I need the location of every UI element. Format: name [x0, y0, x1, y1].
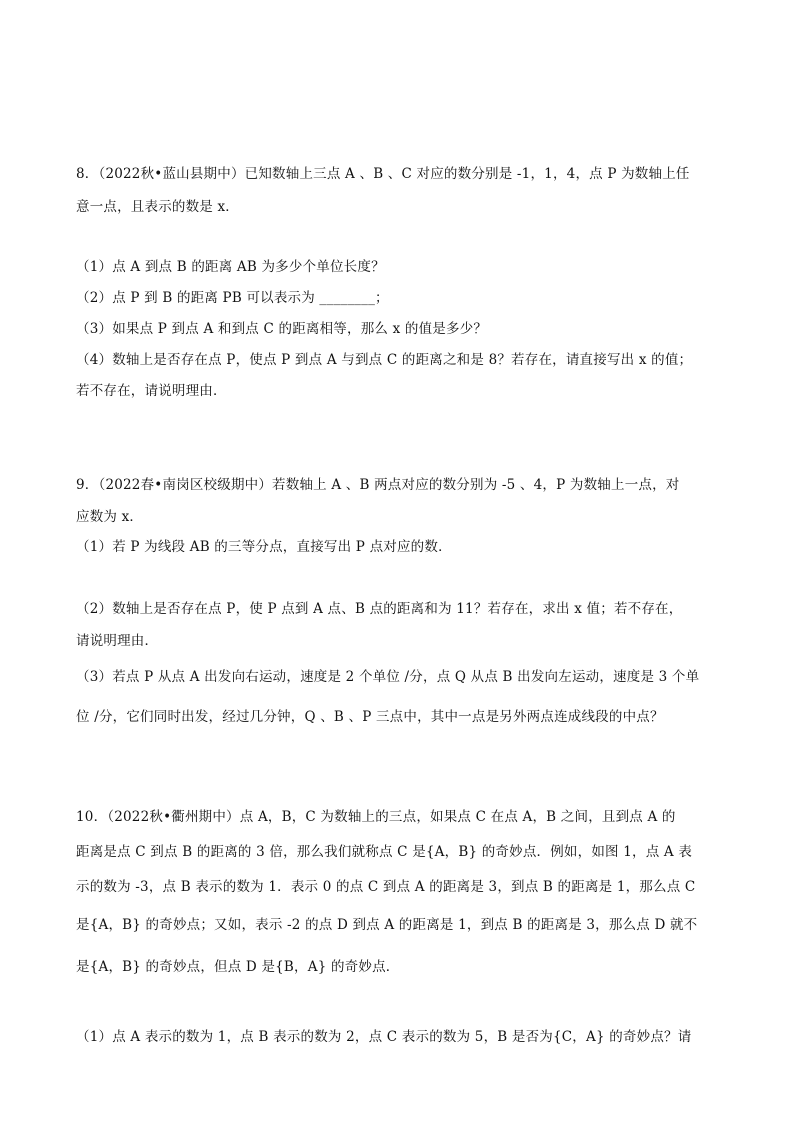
q10-stem-line-3: 示的数为 -3，点 B 表示的数为 1．表示 0 的点 C 到点 A 的距离是 3，到点 B 的距离是 1，那么点 C: [76, 879, 696, 895]
q9-part-2-line-1: （2）数轴上是否存在点 P，使 P 点到 A 点、B 点的距离和为 11？若存在，求出 x 值；若不存在，: [76, 601, 683, 617]
q9-part-3-line-1: （3）若点 P 从点 A 出发向右运动，速度是 2 个单位 /分，点 Q 从点 B 出发向左运动，速度是 3 个单: [76, 669, 700, 685]
q10-stem-line-5: 是{A，B} 的奇妙点，但点 D 是{B，A} 的奇妙点．: [76, 959, 400, 975]
q9-part-3-line-2: 位 /分，它们同时出发，经过几分钟，Q 、B 、P 三点中，其中一点是另外两点连成线段的中点？: [76, 709, 664, 725]
q8-stem-line-1: 8．（2022秋•蓝山县期中）已知数轴上三点 A 、B 、C 对应的数分别是 -1，1，4，点 P 为数轴上任: [76, 166, 690, 182]
q8-part-4-line-2: 若不存在，请说明理由．: [76, 383, 227, 399]
q9-stem-line-2: 应数为 x．: [76, 509, 144, 525]
q9-part-1: （1）若 P 为线段 AB 的三等分点，直接写出 P 点对应的数．: [76, 539, 452, 555]
q10-stem-line-1: 10．（2022秋•衢州期中）点 A，B，C 为数轴上的三点，如果点 C 在点 A，B 之间，且到点 A 的: [76, 809, 676, 825]
q8-part-3: （3）如果点 P 到点 A 和到点 C 的距离相等，那么 x 的值是多少？: [76, 321, 488, 337]
q8-part-1: （1）点 A 到点 B 的距离 AB 为多少个单位长度？: [76, 259, 385, 275]
q8-part-4-line-1: （4）数轴上是否存在点 P，使点 P 到点 A 与到点 C 的距离之和是 8？若存在，请直接写出 x 的值；: [76, 352, 693, 368]
q8-part-2: （2）点 P 到 B 的距离 PB 可以表示为 ________；: [76, 290, 389, 306]
q9-stem-line-1: 9．（2022春•南岗区校级期中）若数轴上 A 、B 两点对应的数分别为 -5 、4，P 为数轴上一点，对: [76, 477, 680, 493]
q10-stem-line-2: 距离是点 C 到点 B 的距离的 3 倍，那么我们就称点 C 是{A，B} 的奇妙点．例如，如图 1，点 A 表: [76, 844, 693, 860]
q9-part-2-line-2: 请说明理由．: [76, 633, 159, 649]
q10-part-1-line-1: （1）点 A 表示的数为 1，点 B 表示的数为 2，点 C 表示的数为 5，B 是否为{C，A} 的奇妙点？请: [76, 1029, 692, 1045]
q8-stem-line-2: 意一点，且表示的数是 x．: [76, 199, 240, 215]
q10-stem-line-4: 是{A，B} 的奇妙点；又如，表示 -2 的点 D 到点 A 的距离是 1，到点 B 的距离是 3，那么点 D 就不: [76, 917, 698, 933]
